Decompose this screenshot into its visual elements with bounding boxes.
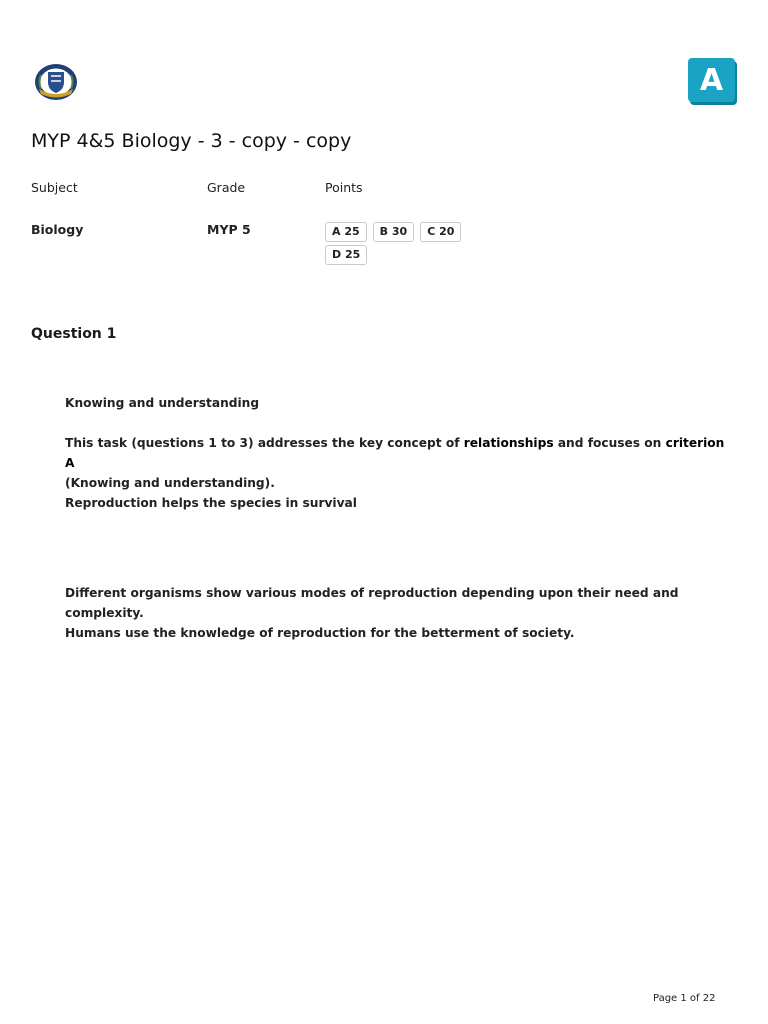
app-logo-icon bbox=[688, 58, 735, 102]
intro-text-2: and focuses on bbox=[553, 436, 666, 450]
assignment-title: MYP 4&5 Biology - 3 - copy - copy bbox=[31, 130, 352, 152]
section-title: Knowing and understanding bbox=[65, 396, 260, 410]
app-logo-letter: A bbox=[699, 62, 724, 98]
statement: Reproduction helps the species in survival bbox=[65, 496, 357, 510]
points-chip-c: C 20 bbox=[420, 222, 461, 242]
subject-label: Subject bbox=[31, 180, 78, 195]
points-chip-d: D 25 bbox=[325, 245, 367, 265]
paragraph-line-1: Different organisms show various modes of reproduction depending upon their need and complexity. bbox=[65, 586, 679, 620]
grade-label: Grade bbox=[207, 180, 246, 195]
grade-value: MYP 5 bbox=[207, 222, 251, 237]
points-chip-a: A 25 bbox=[325, 222, 367, 242]
intro-text-3: (Knowing and understanding). bbox=[65, 476, 275, 490]
points-chips bbox=[325, 220, 475, 266]
paragraph-line-2: Humans use the knowledge of reproduction for the betterment of society. bbox=[65, 626, 575, 640]
context-paragraph bbox=[65, 583, 725, 643]
points-chip-b: B 30 bbox=[373, 222, 415, 242]
intro-text-1: This task (questions 1 to 3) addresses the key concept of bbox=[65, 436, 464, 450]
points-label: Points bbox=[325, 180, 363, 195]
key-concept: relationships bbox=[463, 436, 554, 450]
task-intro bbox=[65, 433, 725, 493]
page-number: Page 1 of 22 bbox=[653, 993, 716, 1004]
school-crest-icon bbox=[33, 62, 79, 102]
criterion: criterion A bbox=[65, 436, 725, 470]
subject-value: Biology bbox=[31, 222, 84, 237]
question-heading: Question 1 bbox=[31, 326, 117, 342]
